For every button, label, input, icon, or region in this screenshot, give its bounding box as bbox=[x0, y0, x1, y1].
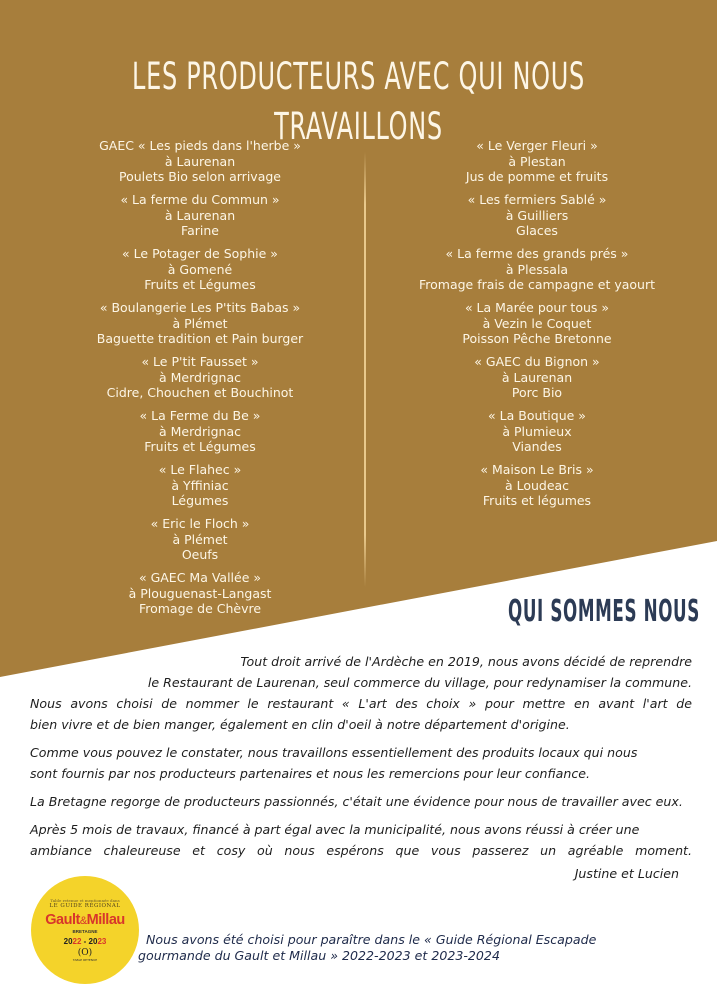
about-p1-line3: Nous avons choisi de nommer le restaurant « L'art des choix » pour mettre en avant l'art de bbox=[30, 696, 692, 711]
producer-name: « Le P'tit Fausset » bbox=[141, 354, 259, 369]
producer-name: « GAEC Ma Vallée » bbox=[138, 570, 262, 585]
signature: Justine et Lucien bbox=[574, 866, 679, 881]
producer-products: Poisson Pêche Bretonne bbox=[462, 331, 612, 346]
about-p2-line2: sont fournis par nos producteurs partenaires et nous les remercions pour leur confiance. bbox=[30, 766, 591, 781]
producer-item bbox=[65, 192, 335, 239]
badge-year-sep: - bbox=[81, 937, 89, 946]
guide-note-line2: gourmande du Gault et Millau » 2022-2023 et 2023-2024 bbox=[138, 948, 500, 963]
producer-products: Baguette tradition et Pain burger bbox=[96, 331, 304, 346]
producer-name: « La Marée pour tous » bbox=[464, 300, 610, 315]
badge-years bbox=[64, 937, 107, 946]
about-paragraph-2 bbox=[30, 742, 692, 784]
producer-item bbox=[392, 300, 682, 347]
producer-name: « Maison Le Bris » bbox=[480, 462, 594, 477]
producer-location: à Guilliers bbox=[505, 207, 569, 223]
about-paragraph-4 bbox=[30, 819, 692, 861]
badge-year-part: 20 bbox=[63, 937, 73, 946]
producer-item bbox=[65, 354, 335, 401]
producer-item bbox=[65, 138, 335, 185]
producer-item bbox=[65, 246, 335, 293]
badge-region: BRETAGNE bbox=[72, 929, 98, 934]
producer-name: « La ferme des grands prés » bbox=[445, 246, 629, 261]
producer-name: « Boulangerie Les P'tits Babas » bbox=[99, 300, 301, 315]
producer-name: GAEC « Les pieds dans l'herbe » bbox=[99, 138, 301, 153]
badge-logo-caption: TABLE RETENUE bbox=[72, 958, 98, 962]
page-title: LES PRODUCTEURS AVEC QUI NOUS TRAVAILLONS bbox=[132, 55, 585, 148]
producer-products: Fromage frais de campagne et yaourt bbox=[418, 277, 656, 292]
producer-products: Farine bbox=[181, 223, 219, 238]
producer-name: « Le Flahec » bbox=[158, 462, 242, 477]
producer-products: Poulets Bio selon arrivage bbox=[119, 169, 281, 184]
producer-location: à Plouguenast-Langast bbox=[128, 585, 272, 601]
producer-name: « GAEC du Bignon » bbox=[474, 354, 600, 369]
producer-products: Fruits et Légumes bbox=[144, 439, 256, 454]
badge-year-part: 20 bbox=[88, 937, 98, 946]
about-p4-line2: ambiance chaleureuse et cosy où nous espérons que vous passerez un agréable moment. bbox=[30, 843, 692, 858]
producer-item bbox=[65, 300, 335, 347]
producer-name: « Le Potager de Sophie » bbox=[122, 246, 278, 261]
producer-location: à Plestan bbox=[508, 153, 566, 169]
producer-products: Porc Bio bbox=[511, 385, 563, 400]
badge-mention-text: Table retenue et mentionnée dans bbox=[50, 898, 120, 903]
producer-products: Légumes bbox=[171, 493, 229, 508]
producer-products: Viandes bbox=[512, 439, 562, 454]
producer-item bbox=[392, 354, 682, 401]
badge-brand-right: Millau bbox=[86, 912, 125, 928]
about-p1-line1: Tout droit arrivé de l'Ardèche en 2019, nous avons décidé de reprendre bbox=[240, 654, 692, 669]
about-paragraph-3 bbox=[30, 791, 692, 812]
badge-brand-left: Gault bbox=[45, 912, 80, 928]
producer-location: à Laurenan bbox=[164, 153, 236, 169]
producers-right-column bbox=[392, 138, 682, 516]
producer-item bbox=[65, 516, 335, 563]
producer-location: à Yffiniac bbox=[171, 477, 229, 493]
badge-guide-text: LE GUIDE RÉGIONAL bbox=[49, 903, 121, 909]
producer-location: à Vezin le Coquet bbox=[482, 315, 592, 331]
producer-name: « La ferme du Commun » bbox=[120, 192, 280, 207]
producer-location: à Laurenan bbox=[164, 207, 236, 223]
producer-item bbox=[392, 192, 682, 239]
producer-products: Fromage de Chèvre bbox=[138, 601, 262, 616]
producer-name: « Les fermiers Sablé » bbox=[467, 192, 607, 207]
producer-item bbox=[392, 408, 682, 455]
badge-brand-amp: & bbox=[79, 915, 87, 927]
producer-item bbox=[65, 408, 335, 455]
producer-item bbox=[392, 138, 682, 185]
about-paragraph-1 bbox=[30, 651, 692, 735]
producer-location: à Merdrignac bbox=[159, 369, 241, 385]
column-divider bbox=[364, 152, 366, 587]
producer-products: Glaces bbox=[516, 223, 558, 238]
about-p2-line1: Comme vous pouvez le constater, nous travaillons essentiellement des produits locaux qui nous bbox=[30, 745, 638, 760]
badge-year-part: 23 bbox=[97, 937, 107, 946]
producer-products: Fruits et légumes bbox=[482, 493, 592, 508]
producer-item bbox=[65, 570, 335, 617]
about-p4-line1: Après 5 mois de travaux, financé à part égal avec la municipalité, nous avons réussi à créer une bbox=[30, 822, 640, 837]
producer-products: Oeufs bbox=[181, 547, 219, 562]
gault-millau-badge bbox=[31, 876, 139, 984]
producer-item bbox=[392, 462, 682, 509]
producer-name: « Le Verger Fleuri » bbox=[476, 138, 598, 153]
producer-name: « Eric le Floch » bbox=[150, 516, 250, 531]
about-section-body bbox=[30, 651, 692, 868]
producer-name: « La Ferme du Be » bbox=[139, 408, 261, 423]
producer-location: à Plémet bbox=[172, 531, 228, 547]
badge-toque-logo-icon: (O) bbox=[77, 948, 93, 958]
badge-brand-logo bbox=[45, 912, 125, 929]
producer-location: à Plumieux bbox=[502, 423, 572, 439]
producer-products: Fruits et Légumes bbox=[144, 277, 256, 292]
producers-left-column bbox=[65, 138, 335, 624]
producer-item bbox=[392, 246, 682, 293]
producer-location: à Laurenan bbox=[501, 369, 573, 385]
producer-location: à Plémet bbox=[172, 315, 228, 331]
badge-year-part: 22 bbox=[72, 937, 82, 946]
producer-products: Jus de pomme et fruits bbox=[465, 169, 609, 184]
about-section-title: QUI SOMMES NOUS bbox=[508, 594, 700, 629]
about-p1-line4: bien vivre et de bien manger, également en clin d'oeil à notre département d'origine. bbox=[30, 717, 570, 732]
about-p1-line2: le Restaurant de Laurenan, seul commerce du village, pour redynamiser la commune. bbox=[147, 675, 692, 690]
producer-location: à Loudeac bbox=[504, 477, 570, 493]
producer-location: à Merdrignac bbox=[159, 423, 241, 439]
producer-products: Cidre, Chouchen et Bouchinot bbox=[106, 385, 294, 400]
guide-note bbox=[138, 932, 698, 964]
producer-location: à Gomené bbox=[167, 261, 233, 277]
about-p3-line1: La Bretagne regorge de producteurs passionnés, c'était une évidence pour nous de travailler avec eux. bbox=[30, 794, 683, 809]
guide-note-line1: Nous avons été choisi pour paraître dans le « Guide Régional Escapade bbox=[146, 932, 597, 947]
producer-item bbox=[65, 462, 335, 509]
producer-location: à Plessala bbox=[505, 261, 569, 277]
producer-name: « La Boutique » bbox=[488, 408, 586, 423]
